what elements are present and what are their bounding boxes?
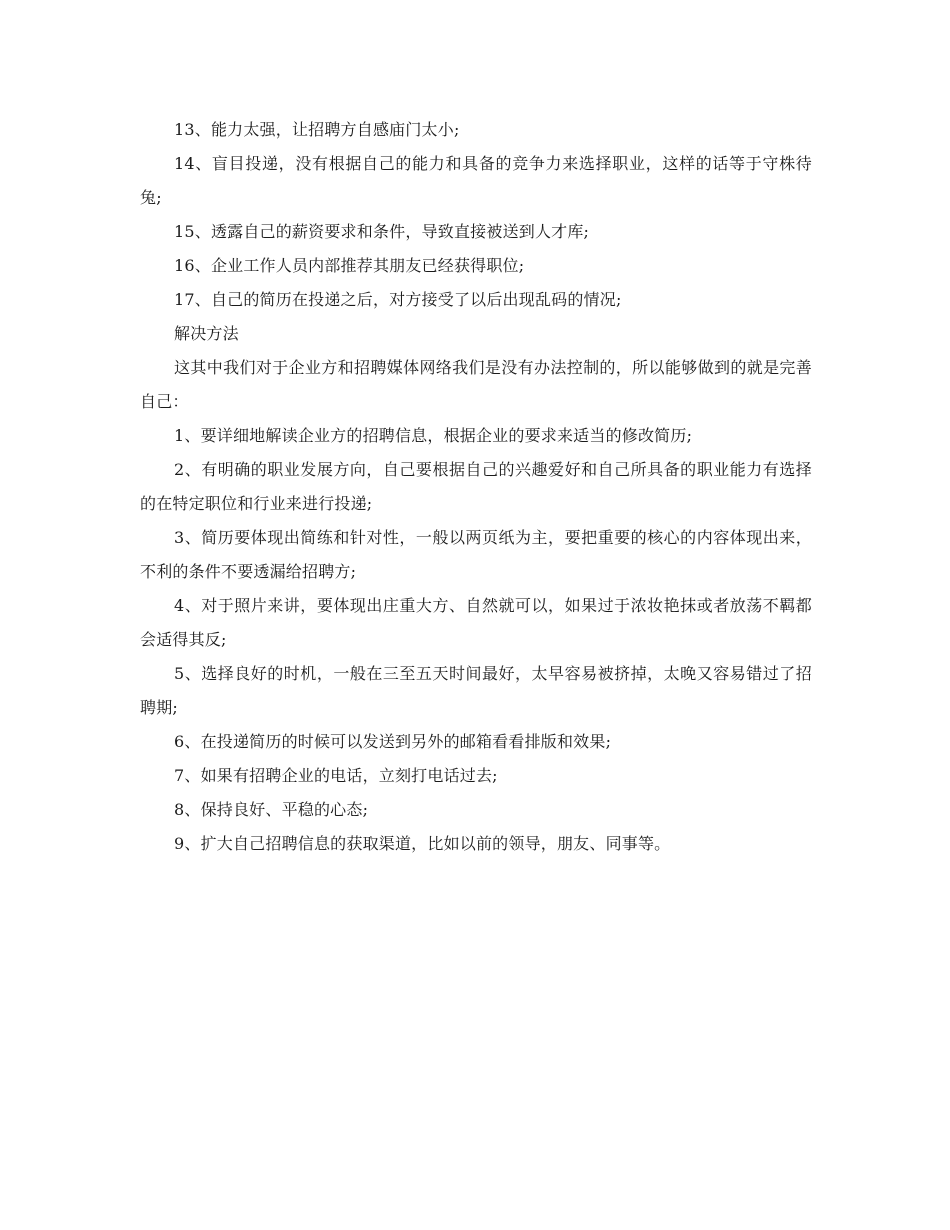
- paragraph-item-17: 17、自己的简历在投递之后，对方接受了以后出现乱码的情况;: [174, 290, 622, 309]
- paragraph-item-15: 15、透露自己的薪资要求和条件，导致直接被送到人才库;: [174, 222, 590, 241]
- paragraph-item-16: 16、企业工作人员内部推荐其朋友已经获得职位;: [174, 256, 525, 275]
- paragraph-item-13: 13、能力太强，让招聘方自感庙门太小;: [174, 120, 460, 139]
- solution-item-9: 9、扩大自己招聘信息的获取渠道，比如以前的领导，朋友、同事等。: [174, 834, 671, 853]
- solution-item-1: 1、要详细地解读企业方的招聘信息，根据企业的要求来适当的修改简历;: [174, 426, 693, 445]
- paragraph-intro: 这其中我们对于企业方和招聘媒体网络我们是没有办法控制的，所以能够做到的就是完善自己：: [140, 358, 812, 411]
- solution-item-3: 3、简历要体现出简练和针对性，一般以两页纸为主，要把重要的核心的内容体现出来，不利的条件不要透漏给招聘方;: [140, 528, 812, 581]
- solution-item-5: 5、选择良好的时机，一般在三至五天时间最好，太早容易被挤掉，太晚又容易错过了招聘期;: [140, 664, 812, 717]
- section-heading-solutions: 解决方法: [174, 324, 239, 343]
- solution-item-8: 8、保持良好、平稳的心态;: [174, 800, 369, 819]
- paragraph-item-14: 14、盲目投递，没有根据自己的能力和具备的竞争力来选择职业，这样的话等于守株待兔;: [140, 154, 812, 207]
- document-body: [140, 113, 812, 861]
- solution-item-6: 6、在投递简历的时候可以发送到另外的邮箱看看排版和效果;: [174, 732, 612, 751]
- solution-item-2: 2、有明确的职业发展方向，自己要根据自己的兴趣爱好和自己所具备的职业能力有选择的在特定职位和行业来进行投递;: [140, 460, 812, 513]
- solution-item-7: 7、如果有招聘企业的电话，立刻打电话过去;: [174, 766, 498, 785]
- solution-item-4: 4、对于照片来讲，要体现出庄重大方、自然就可以，如果过于浓妆艳抹或者放荡不羁都会适得其反;: [140, 596, 812, 649]
